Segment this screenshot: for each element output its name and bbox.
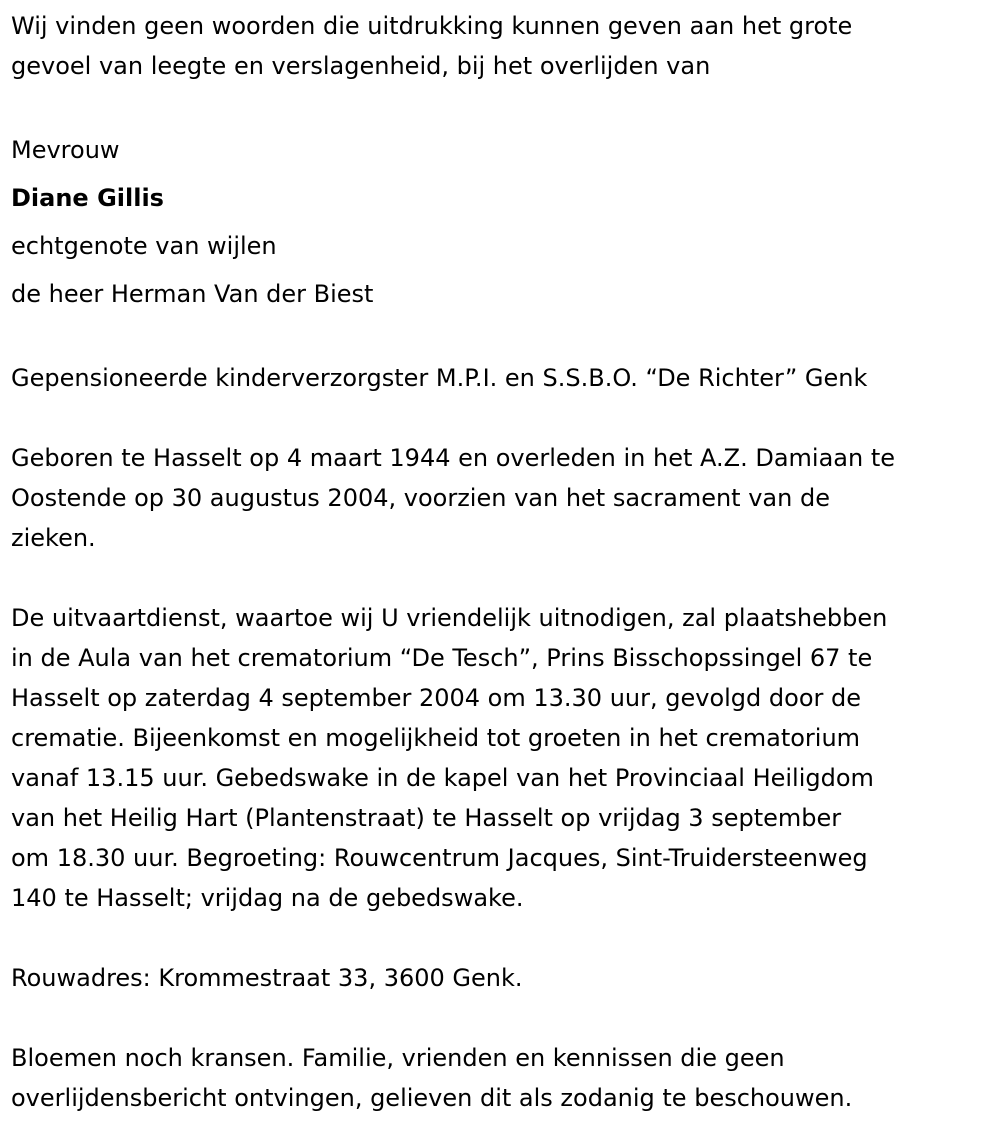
funeral-line: van het Heilig Hart (Plantenstraat) te Hasselt op vrijdag 3 september: [11, 804, 842, 832]
address-paragraph: [11, 958, 991, 998]
funeral-line: crematie. Bijeenkomst en mogelijkheid tot groeten in het crematorium: [11, 724, 861, 752]
birth-death-paragraph: [11, 438, 991, 558]
intro-paragraph: [11, 6, 991, 86]
intro-line: Wij vinden geen woorden die uitdrukking kunnen geven aan het grote: [11, 12, 853, 40]
relation: echtgenote van wijlen: [11, 232, 277, 260]
closing-paragraph: [11, 1038, 991, 1118]
occupation-paragraph: [11, 358, 991, 398]
birth-death-line: zieken.: [11, 524, 96, 552]
mourning-address: Rouwadres: Krommestraat 33, 3600 Genk.: [11, 964, 523, 992]
closing-line: overlijdensbericht ontvingen, gelieven dit als zodanig te beschouwen.: [11, 1084, 853, 1112]
occupation: Gepensioneerde kinderverzorgster M.P.I. en S.S.B.O. “De Richter” Genk: [11, 364, 868, 392]
funeral-line: vanaf 13.15 uur. Gebedswake in de kapel van het Provinciaal Heiligdom: [11, 764, 874, 792]
funeral-line: Hasselt op zaterdag 4 september 2004 om 13.30 uur, gevolgd door de: [11, 684, 861, 712]
birth-death-line: Oostende op 30 augustus 2004, voorzien van het sacrament van de: [11, 484, 830, 512]
funeral-line: in de Aula van het crematorium “De Tesch”, Prins Bisschopssingel 67 te: [11, 644, 873, 672]
obituary-text: [11, 6, 991, 1118]
funeral-line: 140 te Hasselt; vrijdag na de gebedswake.: [11, 884, 524, 912]
intro-line: gevoel van leegte en verslagenheid, bij het overlijden van: [11, 52, 711, 80]
person-block: [11, 126, 991, 318]
spouse-name: de heer Herman Van der Biest: [11, 280, 374, 308]
closing-line: Bloemen noch kransen. Familie, vrienden en kennissen die geen: [11, 1044, 785, 1072]
funeral-paragraph: [11, 598, 991, 918]
funeral-line: De uitvaartdienst, waartoe wij U vriendelijk uitnodigen, zal plaatshebben: [11, 604, 888, 632]
birth-death-line: Geboren te Hasselt op 4 maart 1944 en overleden in het A.Z. Damiaan te: [11, 444, 896, 472]
deceased-name: Diane Gillis: [11, 184, 164, 212]
salutation: Mevrouw: [11, 136, 120, 164]
funeral-line: om 18.30 uur. Begroeting: Rouwcentrum Jacques, Sint-Truidersteenweg: [11, 844, 868, 872]
